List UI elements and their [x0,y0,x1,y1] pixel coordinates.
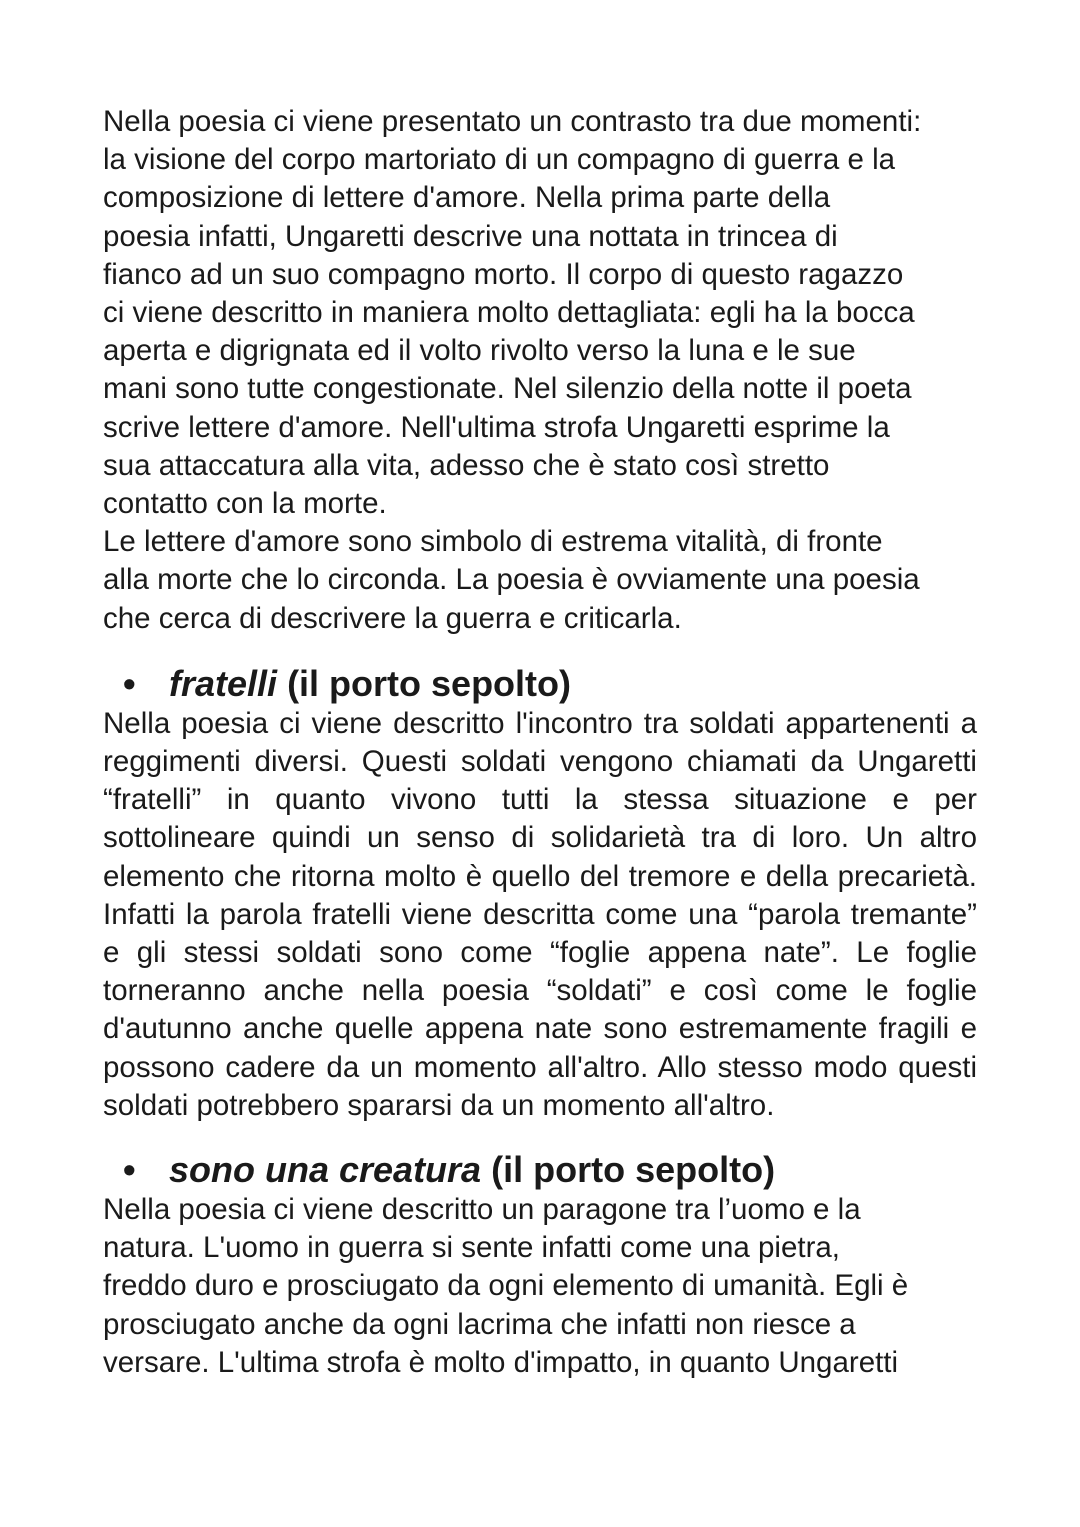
poem-source: (il porto sepolto) [287,662,572,704]
section-heading [103,1149,977,1191]
bullet-icon: • [123,1149,136,1191]
document-page [103,103,977,1382]
section-body: Nella poesia ci viene descritto un paragone tra l’uomo e la natura. L'uomo in guerra si sente infatti come una pietra, freddo duro e prosciugato da ogni elemento di umanità. Egli è prosciugato anche da ogni lacrima che infatti non riesce a versare. L'ultima strofa è molto d'impatto, in quanto Ungaretti [103,1193,909,1379]
intro-paragraph-2: Le lettere d'amore sono simbolo di estrema vitalità, di fronte alla morte che lo circonda. La poesia è ovviamente una poesia che cerca di descrivere la guerra e criticarla. [103,525,920,635]
section-heading [103,663,977,705]
intro-paragraph: Nella poesia ci viene presentato un contrasto tra due momenti: la visione del corpo martoriato di un compagno di guerra e la composizione di lettere d'amore. Nella prima parte della poesia infatti, Ungaretti descrive una nottata in trincea di fianco ad un suo compagno morto. Il corpo di questo ragazzo ci viene descritto in maniera molto dettagliata: egli ha la bocca aperta e digrignata ed il volto rivolto verso la luna e le sue mani sono tutte congestionate. Nel silenzio della notte il poeta scrive lettere d'amore. Nell'ultima strofa Ungaretti esprime la sua attaccatura alla vita, adesso che è stato così stretto contatto con la morte. [103,105,922,521]
section-sono-una-creatura [103,1149,977,1382]
poem-title: sono una creatura [169,1149,482,1191]
bullet-icon: • [123,662,136,704]
poem-source: (il porto sepolto) [491,1149,776,1191]
intro-block [103,103,977,638]
section-body: Nella poesia ci viene descritto l'incontro tra soldati appartenenti a reggimenti diversi. Questi soldati vengono chiamati da Ungaretti “fratelli” in quanto vivono tutti la stessa situazione e per sottolineare quindi un senso di solidarietà tra di loro. Un altro elemento che ritorna molto è quello del tremore e della precarietà. Infatti la parola fratelli viene descritta come una “parola tremante” e gli stessi soldati sono come “foglie appena nate”. Le foglie torneranno anche nella poesia “soldati” e così come le foglie d'autunno anche quelle appena nate sono estremamente fragili e possono cadere da un momento all'altro. Allo stesso modo questi soldati potrebbero spararsi da un momento all'altro. [103,706,977,1122]
section-fratelli [103,663,977,1125]
poem-title: fratelli [169,662,278,704]
